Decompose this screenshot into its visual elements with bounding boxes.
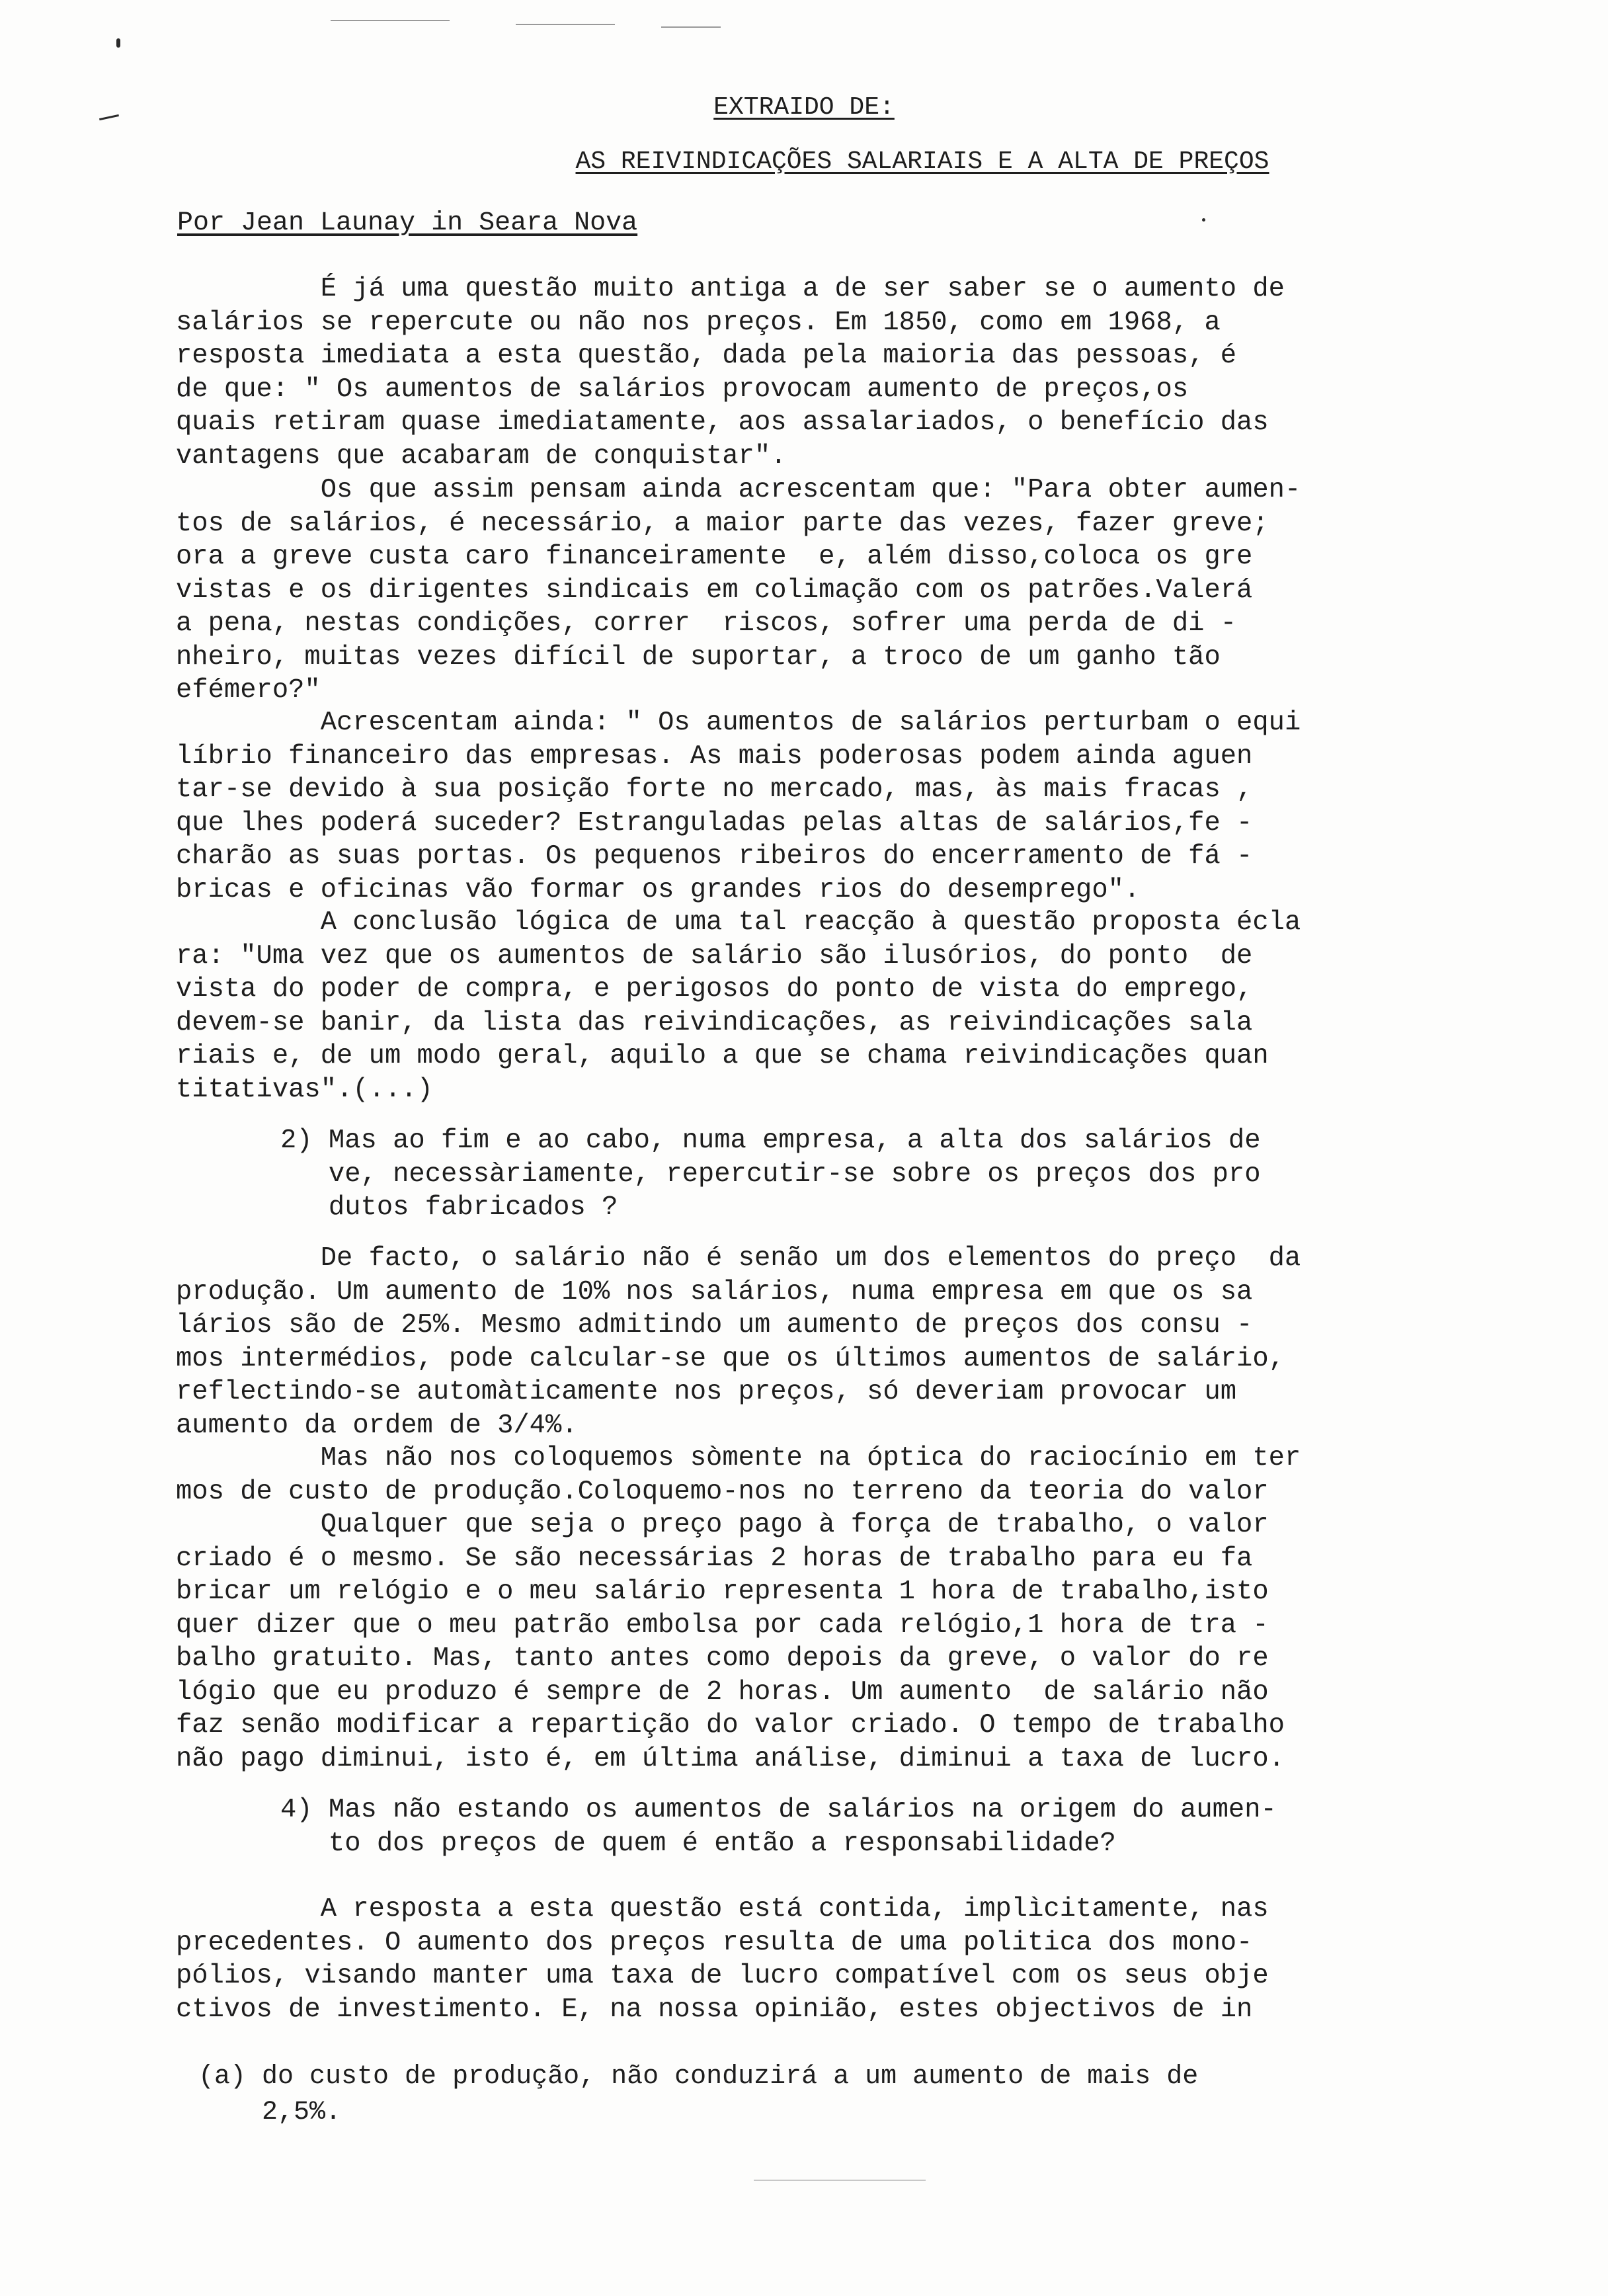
scan-artifact bbox=[1202, 218, 1205, 222]
author-byline: Por Jean Launay in Seara Nova bbox=[177, 208, 638, 238]
scan-artifact bbox=[516, 24, 615, 25]
document-title: AS REIVINDICAÇÕES SALARIAIS E A ALTA DE PREÇOS bbox=[575, 147, 1269, 176]
question-2: 2) Mas ao fim e ao cabo, numa empresa, a alta dos salários de ve, necessàriamente, repercutir-se sobre os preços dos pro dutos fabricados ? bbox=[280, 1126, 1261, 1223]
document-heading: EXTRAIDO DE: bbox=[713, 93, 895, 122]
paragraph-5: De facto, o salário não é senão um dos elementos do preço da produção. Um aumento de 10% nos salários, numa empresa em que os sa lários são de 25%. Mesmo admitindo um aumento de preços dos consu - mos intermédios, pode calcular-se que os últimos aumentos de salário, reflectindo-se automàticamente nos preços, só deveriam provocar um aumento da ordem de 3/4%. bbox=[176, 1243, 1301, 1441]
paragraph-2: Os que assim pensam ainda acrescentam que: "Para obter aumen- tos de salários, é necessário, a maior parte das vezes, fazer greve; ora a greve custa caro financeiramente e, além disso,coloca os gre vistas e os dirigentes sindicais em colimação com os patrões.Valerá a pena, nestas condições, correr riscos, sofrer uma perda de di - nheiro, muitas vezes difícil de suportar, a troco de um ganho tão efémero?" bbox=[176, 475, 1301, 706]
paragraph-4: A conclusão lógica de uma tal reacção à questão proposta écla ra: "Uma vez que os aumentos de salário são ilusórios, do ponto de vista do poder de compra, e perigosos do ponto de vista do emprego, devem-se banir, da lista das reivindicações, as reivindicações sala riais e, de um modo geral, aquilo a que se chama reivindicações quan titativas".(...) bbox=[176, 907, 1301, 1105]
paragraph-6: Mas não nos coloquemos sòmente na óptica do raciocínio em ter mos de custo de produção.Coloquemo-nos no terreno da teoria do valor Qualquer que seja o preço pago à força de trabalho, o valor criado é o mesmo. Se são necessárias 2 horas de trabalho para eu fa bricar um relógio e o meu salário representa 1 hora de trabalho,isto quer dizer que o meu patrão embolsa por cada relógio,1 hora de tra - balho gratuito. Mas, tanto antes como depois da greve, o valor do re lógio que eu produzo é sempre de 2 horas. Um aumento de salário não faz senão modificar a repartição do valor criado. O tempo de trabalho não pago diminui, isto é, em última análise, diminui a taxa de lucro. bbox=[176, 1443, 1301, 1774]
paragraph-7: A resposta a esta questão está contida, implìcitamente, nas precedentes. O aumento dos preços resulta de uma politica dos mono- pólios, visando manter uma taxa de lucro compatível com os seus obje ctivos de investimento. E, na nossa opinião, estes objectivos de in bbox=[176, 1894, 1269, 2025]
paragraph-1: É já uma questão muito antiga a de ser saber se o aumento de salários se repercute ou não nos preços. Em 1850, como em 1968, a resposta imediata a esta questão, dada pela maioria das pessoas, é de que: " Os aumentos de salários provocam aumento de preços,os quais retiram quase imediatamente, aos assalariados, o benefício das vantagens que acabaram de conquistar". bbox=[176, 274, 1285, 472]
scan-artifact bbox=[754, 2180, 926, 2181]
paragraph-3: Acrescentam ainda: " Os aumentos de salários perturbam o equi líbrio financeiro das empresas. As mais poderosas podem ainda aguen tar-se devido à sua posição forte no mercado, mas, às mais fracas , que lhes poderá suceder? Estranguladas pelas altas de salários,fe - charão as suas portas. Os pequenos ribeiros do encerramento de fá - bricas e oficinas vão formar os grandes rios do desemprego". bbox=[176, 708, 1301, 905]
footnote: (a) do custo de produção, não conduzirá a um aumento de mais de 2,5%. bbox=[198, 2062, 1199, 2127]
question-4: 4) Mas não estando os aumentos de salários na origem do aumen- to dos preços de quem é então a responsabilidade? bbox=[280, 1795, 1277, 1859]
scan-artifact bbox=[116, 38, 120, 48]
scan-artifact bbox=[331, 20, 450, 21]
scan-artifact bbox=[661, 26, 721, 28]
